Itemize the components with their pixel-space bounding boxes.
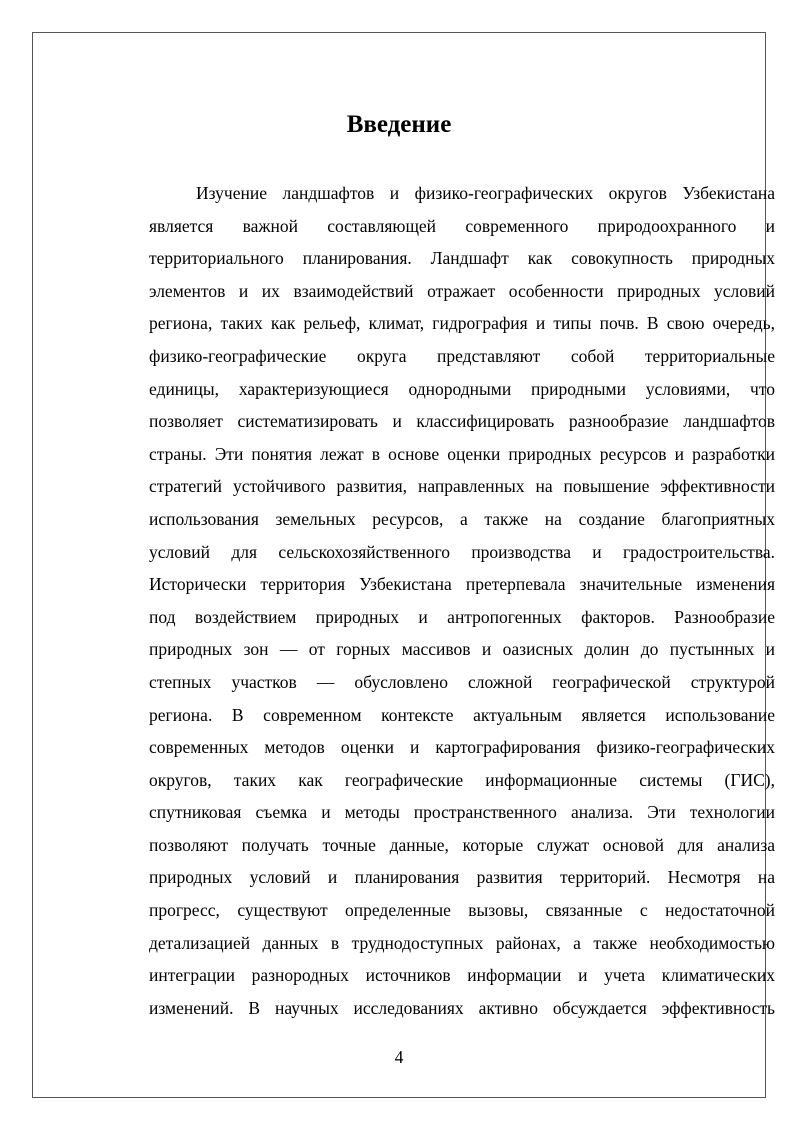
text-line: современных методов оценки и картографирования физико-географических xyxy=(149,737,775,758)
text-line: прогресс, существуют определенные вызовы, связанные с недостаточной xyxy=(149,900,775,921)
text-line: позволяет систематизировать и классифицировать разнообразие ландшафтов xyxy=(149,411,775,432)
text-line: физико-географические округа представляют собой территориальные xyxy=(149,345,775,366)
text-line: детализацией данных в труднодоступных районах, а также необходимостью xyxy=(149,932,775,953)
text-line: использования земельных ресурсов, а также на создание благоприятных xyxy=(149,508,775,529)
text-line: региона, таких как рельеф, климат, гидрография и типы почв. В свою очередь, xyxy=(149,313,775,334)
text-line: природных зон — от горных массивов и оазисных долин до пустынных и xyxy=(149,639,775,660)
text-line: позволяют получать точные данные, которые служат основой для анализа xyxy=(149,834,775,855)
text-line: Изучение ландшафтов и физико-географических округов Узбекистана xyxy=(196,183,775,203)
text-line: природных условий и планирования развития территорий. Несмотря на xyxy=(149,867,775,888)
page-number: 4 xyxy=(394,1047,404,1067)
text-line: условий для сельскохозяйственного производства и градостроительства. xyxy=(149,541,775,562)
text-line: спутниковая съемка и методы пространственного анализа. Эти технологии xyxy=(149,802,775,823)
text-line: элементов и их взаимодействий отражает особенности природных условий xyxy=(149,280,775,301)
text-line: страны. Эти понятия лежат в основе оценки природных ресурсов и разработки xyxy=(149,443,775,464)
text-line: территориального планирования. Ландшафт как совокупность природных xyxy=(149,248,775,269)
text-line: Исторически территория Узбекистана претерпевала значительные изменения xyxy=(149,574,775,595)
text-line: под воздействием природных и антропогенных факторов. Разнообразие xyxy=(149,606,775,627)
text-line: является важной составляющей современного природоохранного и xyxy=(149,215,775,236)
text-line: степных участков — обусловлено сложной географической структурой xyxy=(149,671,775,692)
text-line: интеграции разнородных источников информации и учета климатических xyxy=(149,965,775,986)
text-line: стратегий устойчивого развития, направленных на повышение эффективности xyxy=(149,476,775,497)
document-page xyxy=(32,32,775,1098)
text-line: региона. В современном контексте актуальным является использование xyxy=(149,704,775,725)
body-paragraph xyxy=(149,177,775,1024)
text-line: округов, таких как географические информационные системы (ГИС), xyxy=(149,769,775,790)
text-line: изменений. В научных исследованиях активно обсуждается эффективность xyxy=(149,997,775,1018)
page-title: Введение xyxy=(346,111,452,138)
text-line: единицы, характеризующиеся однородными природными условиями, что xyxy=(149,378,775,399)
